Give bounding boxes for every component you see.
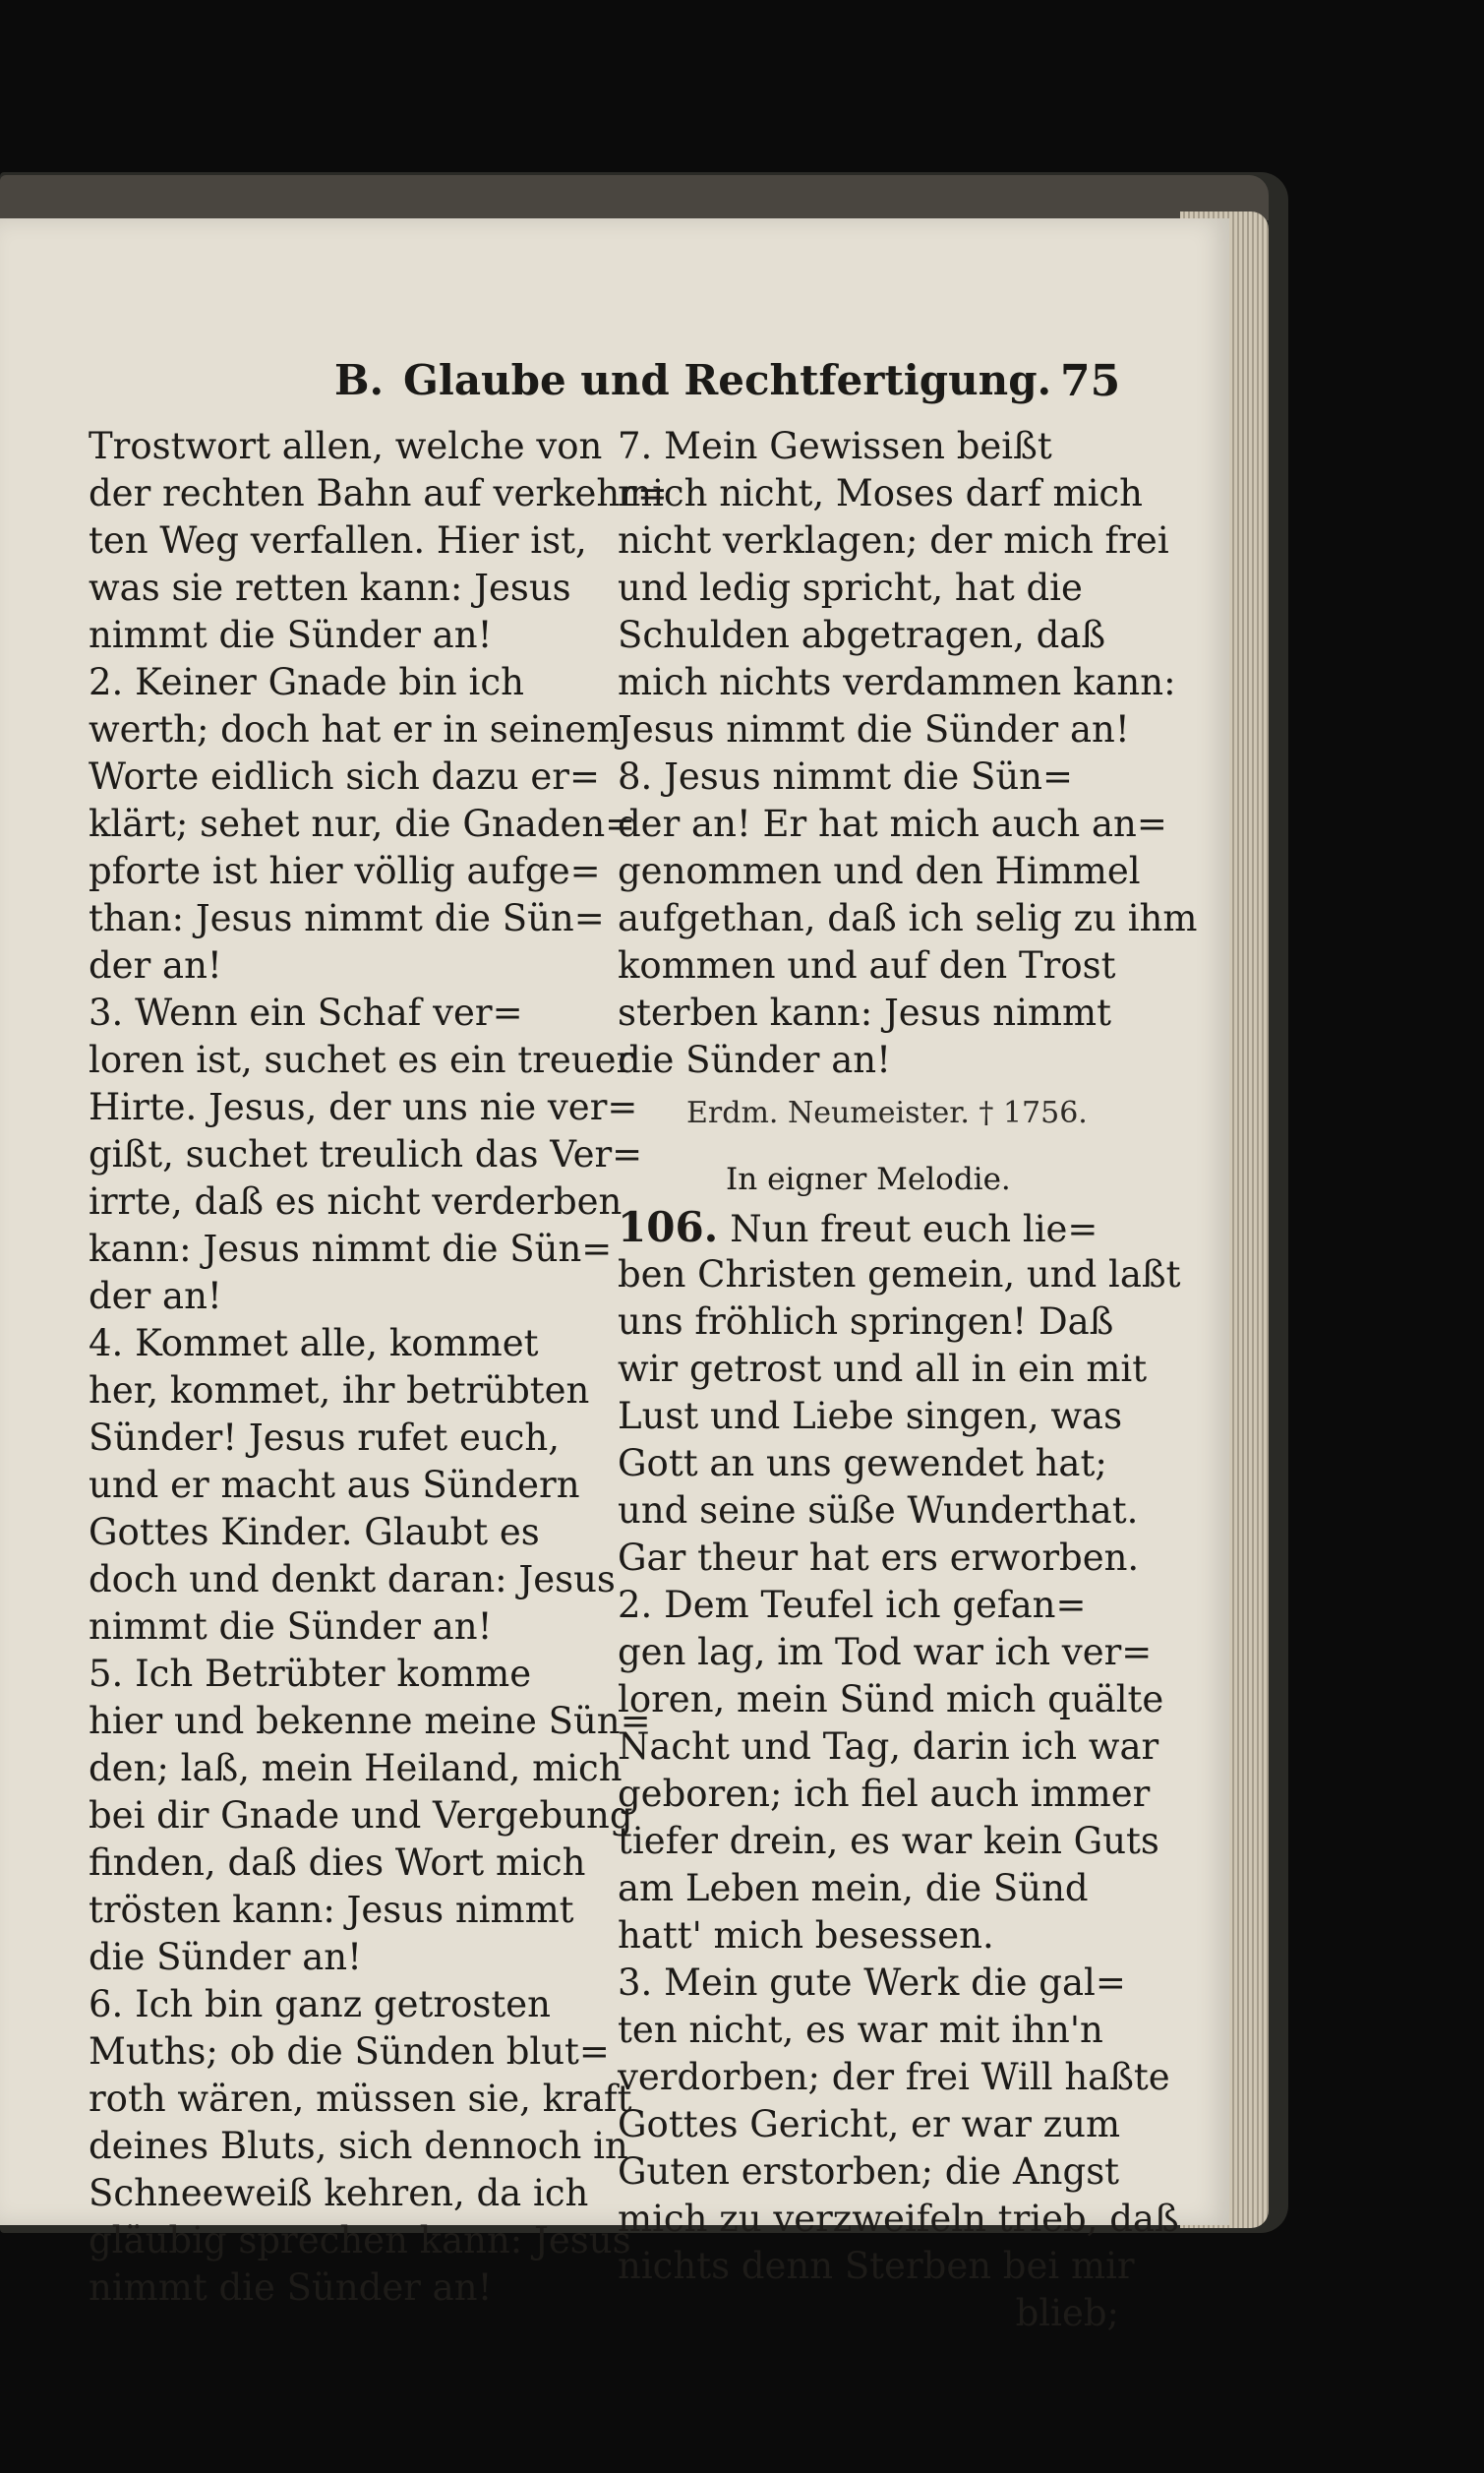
text-line: finden, daß dies Wort mich bbox=[89, 1841, 586, 1884]
text-line: der an! bbox=[89, 1275, 222, 1317]
text-line: Schulden abgetragen, daß bbox=[618, 614, 1106, 656]
text-line: gen lag, im Tod war ich ver= bbox=[618, 1631, 1153, 1673]
text-line: than: Jesus nimmt die Sün= bbox=[89, 897, 605, 939]
text-line: mich zu verzweifeln trieb, daß bbox=[618, 2198, 1179, 2240]
text-line: gißt, suchet treulich das Ver= bbox=[89, 1133, 643, 1176]
text-line: Gottes Gericht, er war zum bbox=[618, 2103, 1121, 2145]
page-number: 75 bbox=[1060, 356, 1121, 406]
text-line: uns fröhlich springen! Daß bbox=[618, 1300, 1114, 1343]
text-line: ten Weg verfallen. Hier ist, bbox=[89, 519, 587, 562]
text-line: hatt' mich besessen. bbox=[618, 1914, 994, 1957]
text-line: kommen und auf den Trost bbox=[618, 944, 1116, 987]
text-line: nimmt die Sünder an! bbox=[89, 614, 493, 656]
hymn-first-line: Nun freut euch lie= bbox=[730, 1208, 1098, 1250]
text-line: ten nicht, es war mit ihn'n bbox=[618, 2009, 1103, 2051]
book-spine-top bbox=[0, 175, 1269, 220]
text-line: her, kommet, ihr betrübten bbox=[89, 1369, 590, 1412]
text-line: Jesus nimmt die Sünder an! bbox=[618, 708, 1130, 751]
text-line: Worte eidlich sich dazu er= bbox=[89, 755, 600, 798]
text-line: deines Bluts, sich dennoch in bbox=[89, 2125, 628, 2167]
text-line: Sünder! Jesus rufet euch, bbox=[89, 1417, 560, 1459]
text-line: Schneeweiß kehren, da ich bbox=[89, 2172, 589, 2214]
running-header bbox=[0, 356, 1229, 425]
text-line: klärt; sehet nur, die Gnaden= bbox=[89, 803, 636, 845]
text-line: Gott an uns gewendet hat; bbox=[618, 1442, 1107, 1484]
text-line: nimmt die Sünder an! bbox=[89, 2266, 493, 2309]
text-line: 7. Mein Gewissen beißt bbox=[618, 425, 1052, 467]
text-line: tiefer drein, es war kein Guts bbox=[618, 1820, 1159, 1862]
text-line: roth wären, müssen sie, kraft bbox=[89, 2078, 632, 2120]
section-letter: B. bbox=[334, 356, 385, 404]
text-line: genommen und den Himmel bbox=[618, 850, 1141, 892]
text-line: sterben kann: Jesus nimmt bbox=[618, 992, 1111, 1034]
text-line: Nacht und Tag, darin ich war bbox=[618, 1725, 1159, 1768]
text-line: mich nichts verdammen kann: bbox=[618, 661, 1176, 703]
text-line: werth; doch hat er in seinem bbox=[89, 708, 622, 751]
catchword: blieb; bbox=[1015, 2292, 1119, 2334]
melody-note: In eigner Melodie. bbox=[726, 1162, 1011, 1197]
running-title: Glaube und Rechtfertigung. bbox=[403, 356, 1052, 404]
text-line: am Leben mein, die Sünd bbox=[618, 1867, 1089, 1909]
text-line: verdorben; der frei Will haßte bbox=[618, 2056, 1170, 2098]
text-line: die Sünder an! bbox=[89, 1936, 362, 1978]
text-line: und ledig spricht, hat die bbox=[618, 567, 1083, 609]
text-line: nichts denn Sterben bei mir bbox=[618, 2245, 1135, 2287]
text-line: 8. Jesus nimmt die Sün= bbox=[618, 755, 1074, 798]
text-line: Guten erstorben; die Angst bbox=[618, 2150, 1120, 2193]
text-line: Lust und Liebe singen, was bbox=[618, 1395, 1123, 1437]
text-line: und er macht aus Sündern bbox=[89, 1464, 580, 1506]
text-line: den; laß, mein Heiland, mich bbox=[89, 1747, 623, 1789]
text-line: hier und bekenne meine Sün= bbox=[89, 1700, 651, 1742]
text-line: nimmt die Sünder an! bbox=[89, 1605, 493, 1648]
text-line: 2. Keiner Gnade bin ich bbox=[89, 661, 524, 703]
text-line: 6. Ich bin ganz getrosten bbox=[89, 1983, 551, 2025]
right-column-top bbox=[618, 423, 1198, 1084]
left-column bbox=[89, 423, 668, 2312]
text-line: was sie retten kann: Jesus bbox=[89, 567, 571, 609]
text-line: nicht verklagen; der mich frei bbox=[618, 519, 1169, 562]
text-line: 4. Kommet alle, kommet bbox=[89, 1322, 539, 1364]
text-line: ben Christen gemein, und laßt bbox=[618, 1253, 1181, 1296]
text-line: geboren; ich fiel auch immer bbox=[618, 1773, 1151, 1815]
text-line: irrte, daß es nicht verderben bbox=[89, 1180, 623, 1223]
text-line: pforte ist hier völlig aufge= bbox=[89, 850, 601, 892]
text-line: Gar theur hat ers erworben. bbox=[618, 1537, 1140, 1579]
text-line: Gottes Kinder. Glaubt es bbox=[89, 1511, 540, 1553]
text-line: der rechten Bahn auf verkehr= bbox=[89, 472, 668, 514]
book-page bbox=[0, 218, 1229, 2334]
text-line: trösten kann: Jesus nimmt bbox=[89, 1889, 574, 1931]
hymn-106 bbox=[618, 1203, 1181, 2290]
text-line: kann: Jesus nimmt die Sün= bbox=[89, 1228, 613, 1270]
text-line: Trostwort allen, welche von bbox=[89, 425, 603, 467]
text-line: der an! bbox=[89, 944, 222, 987]
text-line: mich nicht, Moses darf mich bbox=[618, 472, 1143, 514]
text-line: Muths; ob die Sünden blut= bbox=[89, 2030, 610, 2073]
text-line: 3. Mein gute Werk die gal= bbox=[618, 1961, 1126, 2004]
text-line: 2. Dem Teufel ich gefan= bbox=[618, 1584, 1087, 1626]
hymn-number: 106. bbox=[618, 1203, 719, 1251]
text-line: 5. Ich Betrübter komme bbox=[89, 1653, 532, 1695]
text-line bbox=[618, 1204, 1119, 1251]
text-line: Hirte. Jesus, der uns nie ver= bbox=[89, 1086, 638, 1128]
text-line: 3. Wenn ein Schaf ver= bbox=[89, 992, 523, 1034]
text-line: die Sünder an! bbox=[618, 1039, 891, 1081]
text-line: wir getrost und all in ein mit bbox=[618, 1348, 1148, 1390]
text-line: der an! Er hat mich auch an= bbox=[618, 803, 1167, 845]
text-line: aufgethan, daß ich selig zu ihm bbox=[618, 897, 1198, 939]
text-line: bei dir Gnade und Vergebung bbox=[89, 1794, 633, 1837]
text-line: und seine süße Wunderthat. bbox=[618, 1489, 1139, 1532]
author-attribution: Erdm. Neumeister. † 1756. bbox=[686, 1096, 1088, 1130]
text-line: gläubig sprechen kann: Jesus bbox=[89, 2219, 631, 2262]
right-column bbox=[618, 423, 1198, 2337]
text-line: loren ist, suchet es ein treuer bbox=[89, 1039, 634, 1081]
text-line: doch und denkt daran: Jesus bbox=[89, 1558, 616, 1600]
text-line: loren, mein Sünd mich quälte bbox=[618, 1678, 1164, 1720]
